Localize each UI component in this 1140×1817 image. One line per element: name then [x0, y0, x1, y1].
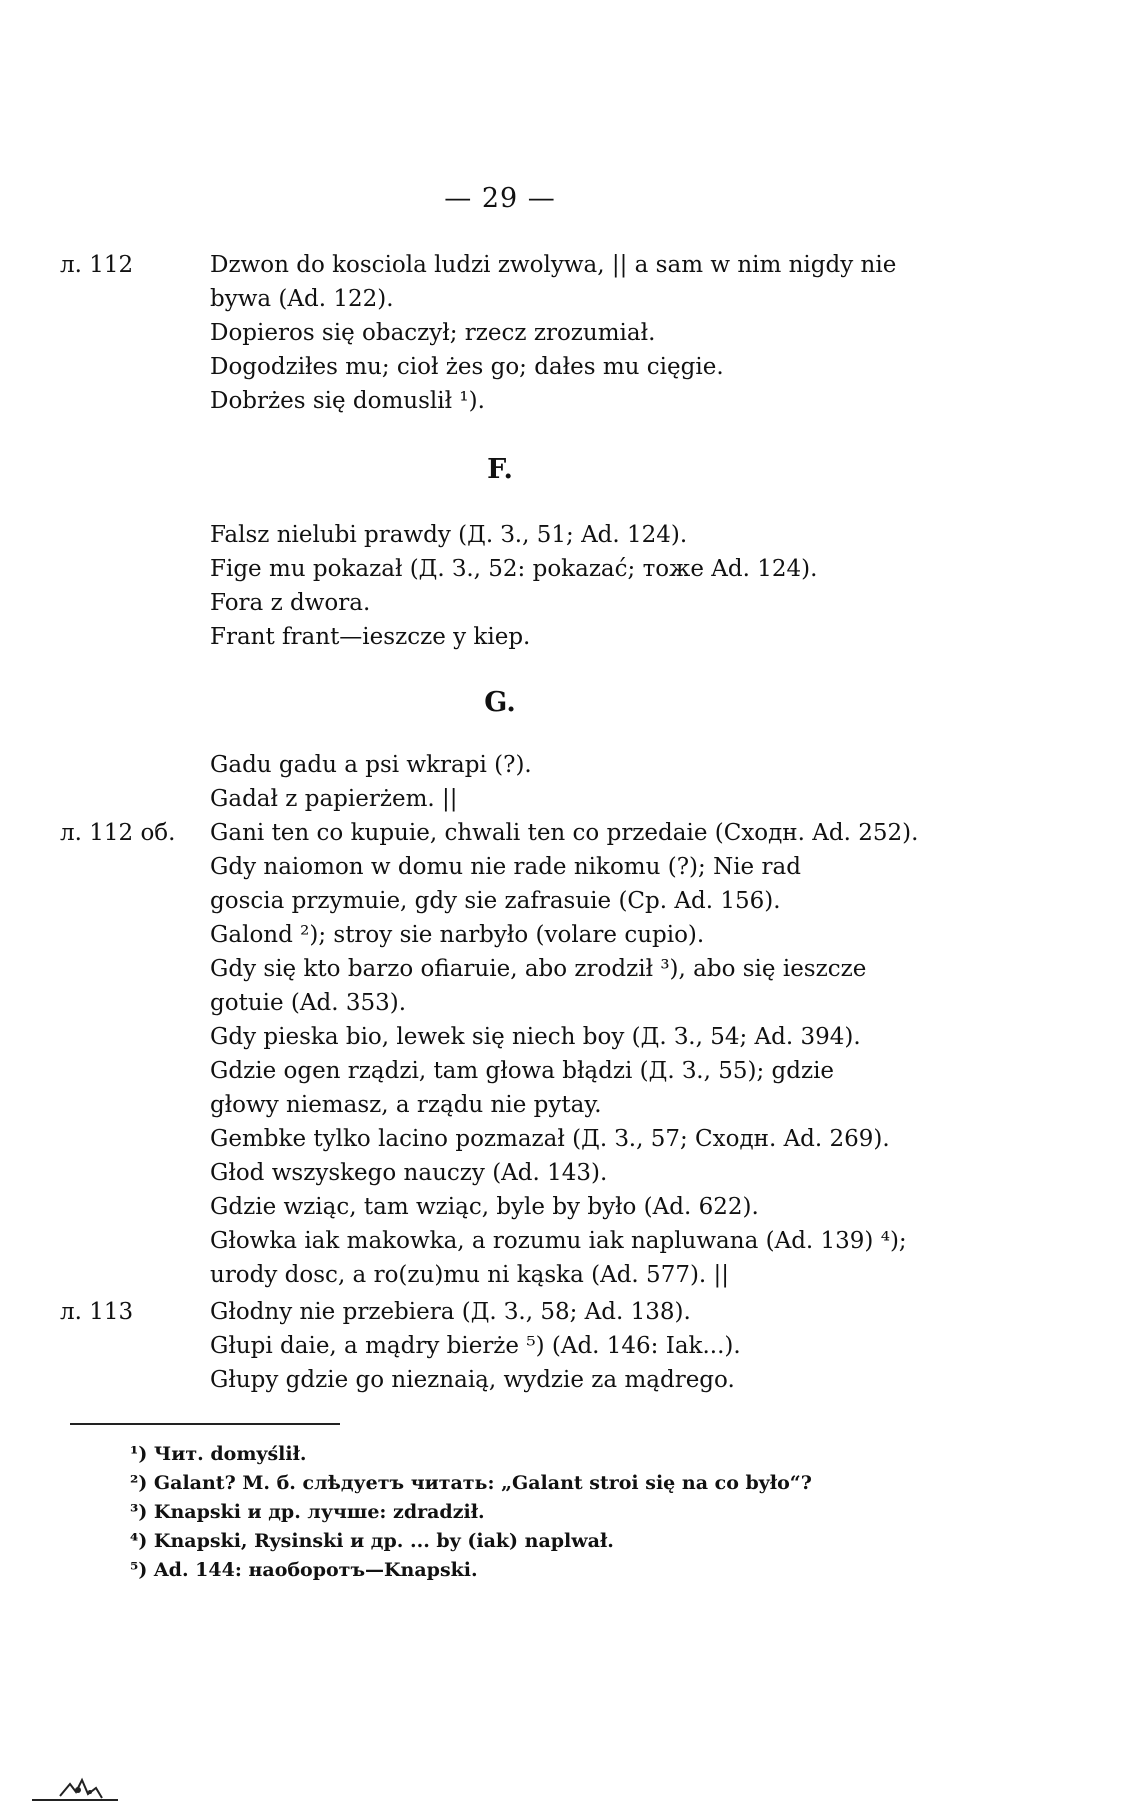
text-line: Głodny nie przebiera (Д. З., 58; Ad. 138).: [210, 1299, 691, 1325]
text-line: goscia przymuie, gdy sie zafrasuie (Ср. Ad. 156).: [210, 888, 781, 914]
footnote: ²) Galant? М. б. слѣдуетъ читать: „Galant stroi się na co było“?: [130, 1472, 812, 1494]
text-line: Gembke tylko lacino pozmazał (Д. З., 57; Сходн. Ad. 269).: [210, 1126, 890, 1152]
text-line: Gdzie ogen rządzi, tam głowa błądzi (Д. З., 55); gdzie: [210, 1058, 835, 1084]
text-line: Głowka iak makowka, a rozumu iak napluwana (Ad. 139) ⁴);: [210, 1228, 907, 1254]
text-line: Galond ²); stroy sie narbyło (volare cupio).: [210, 922, 705, 948]
text-line: Gdzie wziąc, tam wziąc, byle by było (Ad. 622).: [210, 1194, 759, 1220]
text-line: Fora z dwora.: [210, 590, 371, 616]
text-line: Fige mu pokazał (Д. З., 52: pokazać; тоже Ad. 124).: [210, 556, 818, 582]
page-number: — 29 —: [444, 183, 556, 214]
text-line: Gadu gadu a psi wkrapi (?).: [210, 752, 532, 778]
section-letter-f: F.: [487, 454, 513, 485]
text-line: Gdy pieska bio, lewek się niech boy (Д. З., 54; Ad. 394).: [210, 1024, 861, 1050]
text-line: Gdy naiomon w domu nie rade nikomu (?); Nie rad: [210, 854, 801, 880]
text-line: Frant frant—ieszcze y kiep.: [210, 624, 531, 650]
margin-note: л. 112 об.: [60, 820, 176, 846]
text-line: gotuie (Ad. 353).: [210, 990, 407, 1016]
text-line: Falsz nielubi prawdy (Д. З., 51; Ad. 124).: [210, 522, 688, 548]
section-letter-g: G.: [484, 687, 516, 718]
text-line: Dogodziłes mu; cioł żes go; dałes mu cięgie.: [210, 354, 724, 380]
text-line: bywa (Ad. 122).: [210, 286, 394, 312]
text-line: Gani ten co kupuie, chwali ten co przedaie (Сходн. Ad. 252).: [210, 820, 919, 846]
text-line: Dobrżes się domuslił ¹).: [210, 388, 485, 414]
text-line: Głod wszyskego nauczy (Ad. 143).: [210, 1160, 608, 1186]
text-line: Głupy gdzie go nieznaią, wydzie za mądrego.: [210, 1367, 735, 1393]
footnote: ¹) Чит. domyślił.: [130, 1443, 307, 1465]
footnote: ³) Knapski и др. лучше: zdradził.: [130, 1501, 485, 1523]
text-line: Dopieros się obaczył; rzecz zrozumiał.: [210, 320, 656, 346]
footnote-separator: [70, 1423, 340, 1425]
footnote: ⁵) Ad. 144: наоборотъ—Knapski.: [130, 1559, 478, 1581]
text-line: głowy niemasz, a rządu nie pytay.: [210, 1092, 602, 1118]
footnote: ⁴) Knapski, Rysinski и др. ... by (iak) naplwał.: [130, 1530, 614, 1552]
text-line: Głupi daie, a mądry bierże ⁵) (Ad. 146: Iak...).: [210, 1333, 741, 1359]
ink-smudge: [30, 1762, 120, 1802]
margin-note: л. 112: [60, 252, 134, 278]
text-line: Gdy się kto barzo ofiaruie, abo zrodził ³), abo się ieszcze: [210, 956, 867, 982]
text-line: urody dosc, a ro(zu)mu ni kąska (Ad. 577). ||: [210, 1262, 730, 1288]
text-line: Gadał z papierżem. ||: [210, 786, 458, 812]
margin-note: л. 113: [60, 1299, 134, 1325]
text-line: Dzwon do kosciola ludzi zwolywa, || a sam w nim nigdy nie: [210, 252, 897, 278]
